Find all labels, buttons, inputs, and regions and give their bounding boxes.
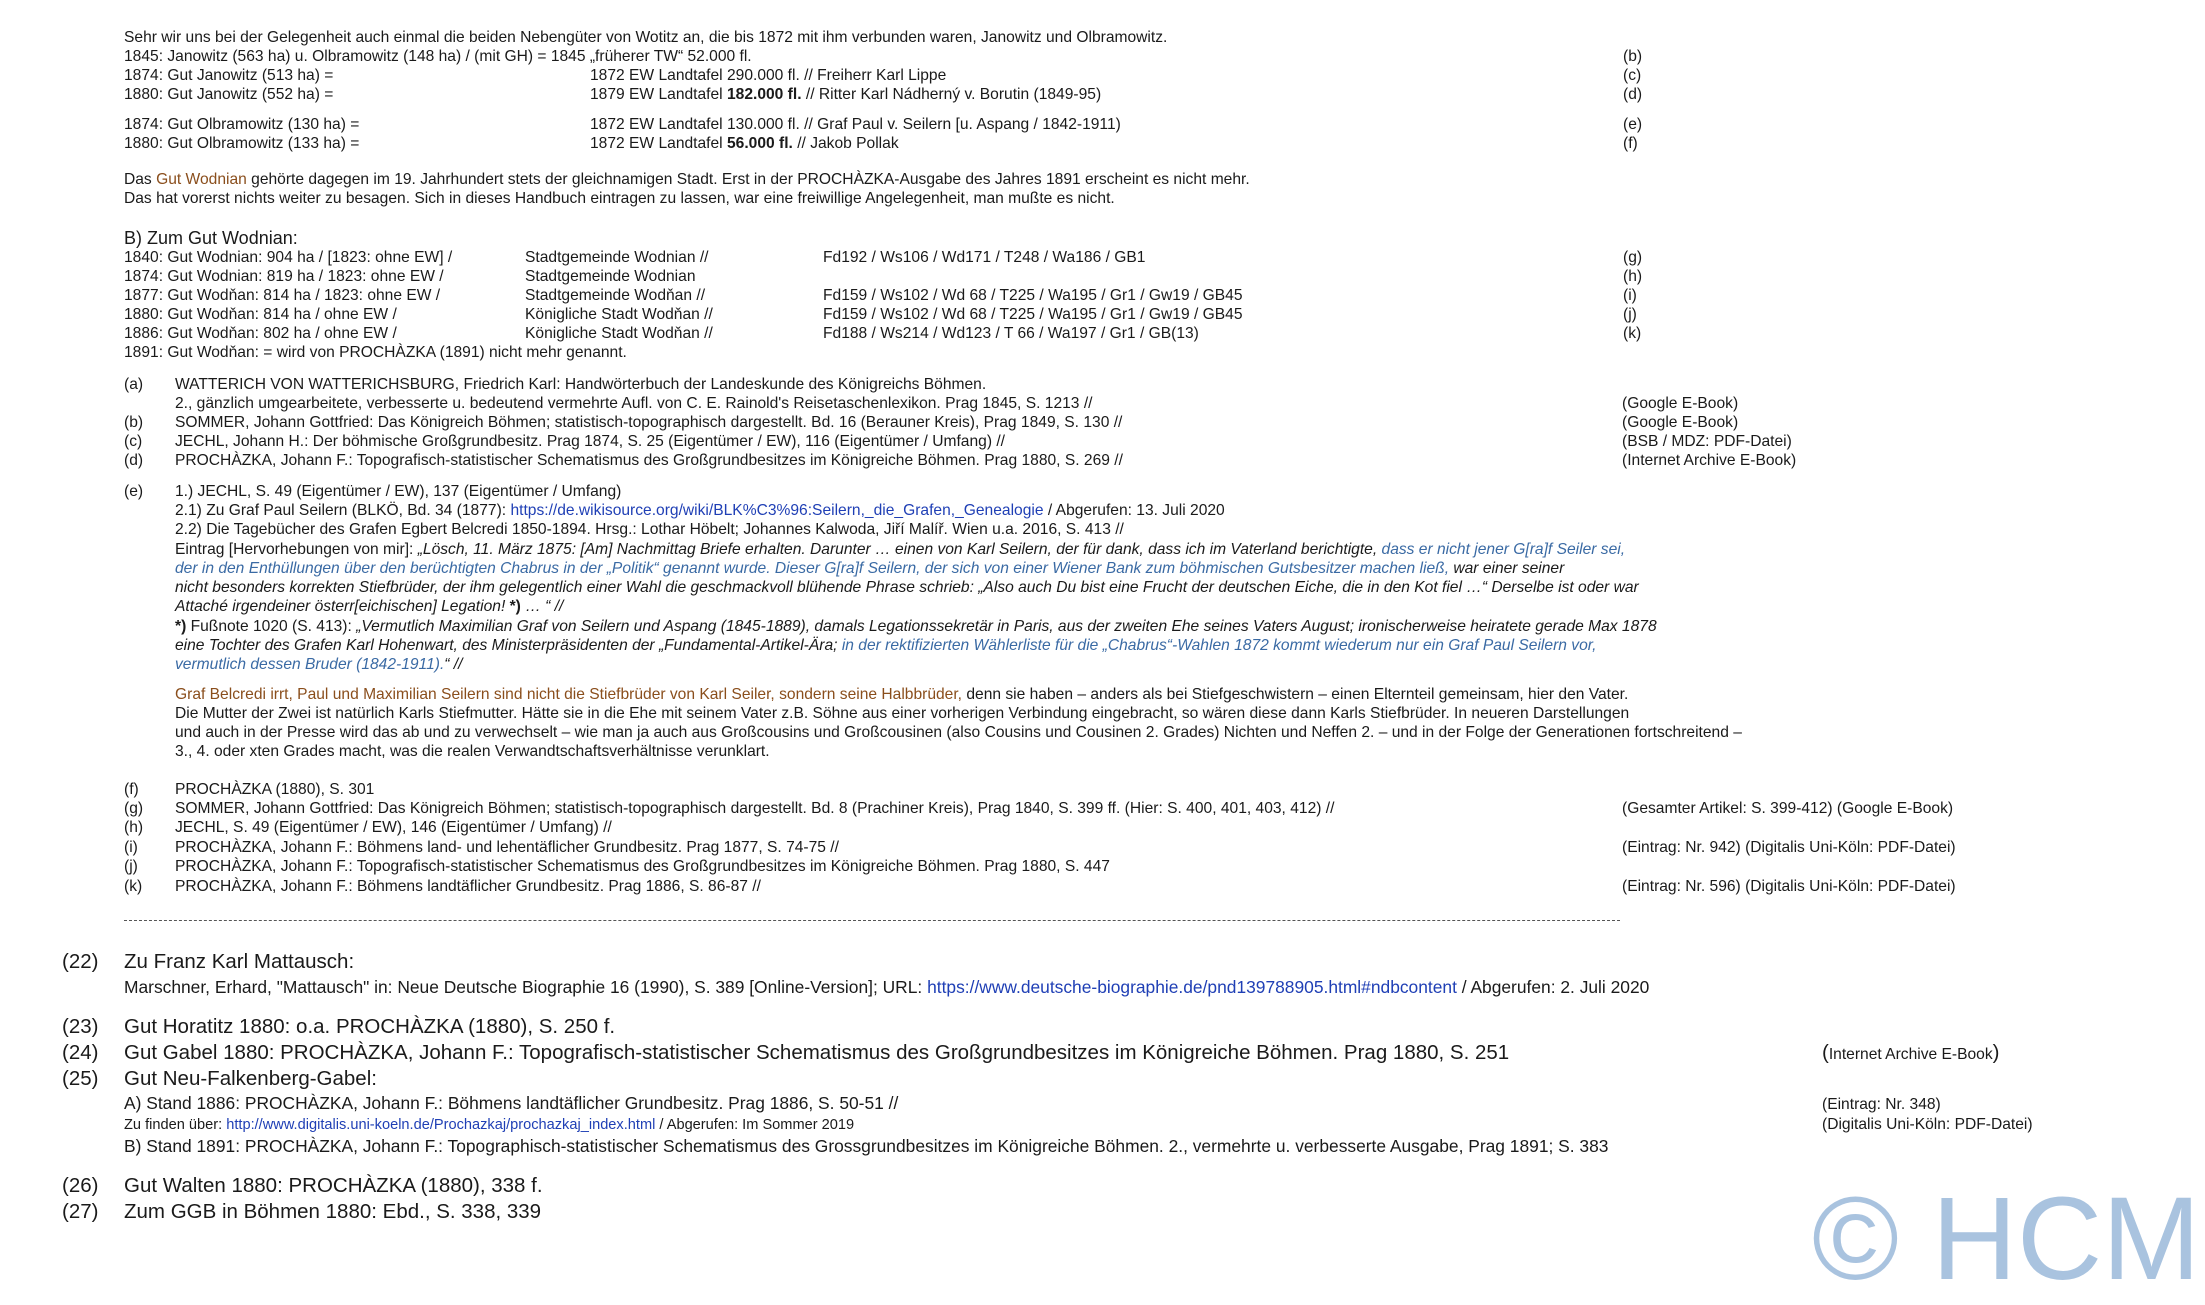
source-text: JECHL, S. 49 (Eigentümer / EW), 146 (Eigentümer / Umfang) //	[175, 819, 612, 836]
source-ref: (Google E-Book)	[1622, 395, 1739, 412]
wod-row-ref: (k)	[1623, 325, 1642, 342]
wod-row-a: 1891: Gut Wodňan: = wird von PROCHÀZKA (1891) nicht mehr genannt.	[124, 344, 627, 361]
source-text: JECHL, Johann H.: Der böhmische Großgrundbesitz. Prag 1874, S. 25 (Eigentümer / EW), 116 (Eigentümer / Umfang) //	[175, 433, 1006, 450]
footnote-ref: (Internet Archive E-Book)	[1822, 1041, 2000, 1064]
footnote-number: (25)	[62, 1067, 99, 1090]
jo-row-b: 1879 EW Landtafel 182.000 fl. // Ritter Karl Nádherný v. Borutin (1849-95)	[590, 86, 1102, 103]
footnote-number: (23)	[62, 1015, 99, 1038]
jo-row-b: 1872 EW Landtafel 290.000 fl. // Freiherr Karl Lippe	[590, 67, 947, 84]
jo-row-ref: (b)	[1623, 48, 1643, 65]
footnote-text: Gut Neu-Falkenberg-Gabel:	[124, 1067, 377, 1090]
wod-row-a: 1840: Gut Wodnian: 904 ha / [1823: ohne EW] /	[124, 249, 453, 266]
jo-row-ref: (f)	[1623, 135, 1638, 152]
note-e-line: der in den Enthüllungen über den berüchtigten Chabrus in der „Politik“ genannt wurde. Dieser G[ra]f Seilern, der sich von einer Wiener Bank zum böhmischen Gutsbesitzer machen ließ, war einer seiner	[175, 560, 1565, 577]
wod-row-c: Fd159 / Ws102 / Wd 68 / T225 / Wa195 / Gr1 / Gw19 / GB45	[823, 306, 1243, 323]
source-text: SOMMER, Johann Gottfried: Das Königreich Böhmen; statistisch-topographisch dargestellt. Bd. 8 (Prachiner Kreis), Prag 1840, S. 399 ff. (Hier: S. 400, 401, 403, 412) //	[175, 800, 1335, 817]
jo-row-ref: (e)	[1623, 116, 1643, 133]
note-e-line: Eintrag [Hervorhebungen von mir]: „Lösch, 11. März 1875: [Am] Nachmittag Briefe erhalten. Darunter … einen von Karl Seilern, der für dank, dass ich im Vaterland berichtigte, dass er nicht jener G[ra]f Seiler sei,	[175, 541, 1626, 558]
wod-row-c: Fd188 / Ws214 / Wd123 / T 66 / Wa197 / Gr1 / GB(13)	[823, 325, 1199, 342]
gut-wodnian-link[interactable]: Gut Wodnian	[156, 171, 247, 188]
source-ref: (Eintrag: Nr. 942) (Digitalis Uni-Köln: PDF-Datei)	[1622, 839, 1956, 856]
footnote-text: Zum GGB in Böhmen 1880: Ebd., S. 338, 339	[124, 1200, 542, 1223]
section-b-title: B) Zum Gut Wodnian:	[124, 228, 298, 248]
wod-row-a: 1880: Gut Wodňan: 814 ha / ohne EW /	[124, 306, 397, 323]
dashed-separator	[124, 920, 1620, 921]
footnote-number: (27)	[62, 1200, 99, 1223]
wod-row-b: Königliche Stadt Wodňan //	[525, 306, 713, 323]
note-e-line: nicht besonders korrekten Stiefbrüder, der ihm gelegentlich einer Wahl die geschmackvoll blühende Phrase schrieb: „Also auch Du bist eine Frucht der deutschen Eiche, die in den Kot fiel …“ Derselbe ist oder war	[175, 579, 1639, 596]
source-key: (b)	[124, 414, 144, 431]
wodnian-paragraph: Das Gut Wodnian gehörte dagegen im 19. Jahrhundert stets der gleichnamigen Stadt. Erst in der PROCHÀZKA-Ausgabe des Jahres 1891 erscheint es nicht mehr.	[124, 171, 1250, 188]
source-key: (k)	[124, 878, 143, 895]
wikisource-link[interactable]: https://de.wikisource.org/wiki/BLK%C3%96:Seilern,_die_Grafen,_Genealogie	[510, 502, 1044, 519]
wod-row-b: Stadtgemeinde Wodňan //	[525, 287, 706, 304]
source-key: (g)	[124, 800, 144, 817]
note-e-line: 2.1) Zu Graf Paul Seilern (BLKÖ, Bd. 34 (1877): https://de.wikisource.org/wiki/BLK%C3%96:Seilern,_die_Grafen,_Genealogie / Abgerufen: 13. Juli 2020	[175, 502, 1225, 519]
source-ref: (Eintrag: Nr. 596) (Digitalis Uni-Köln: PDF-Datei)	[1622, 878, 1956, 895]
jo-row-ref: (d)	[1623, 86, 1643, 103]
wod-row-a: 1886: Gut Wodňan: 802 ha / ohne EW /	[124, 325, 397, 342]
jo-row-a: 1880: Gut Janowitz (552 ha) =	[124, 86, 334, 103]
jo-row-a: 1845: Janowitz (563 ha) u. Olbramowitz (148 ha) / (mit GH) = 1845 „früherer TW“ 52.000 fl.	[124, 48, 752, 65]
wod-row-a: 1877: Gut Wodňan: 814 ha / 1823: ohne EW /	[124, 287, 441, 304]
source-text: PROCHÀZKA, Johann F.: Topografisch-statistischer Schematismus des Großgrundbesitzes im Königreiche Böhmen. Prag 1880, S. 447	[175, 858, 1110, 875]
source-key: (d)	[124, 452, 144, 469]
source-key: (c)	[124, 433, 143, 450]
source-key: (h)	[124, 819, 144, 836]
note-e-paragraph: 3., 4. oder xten Grades macht, was die realen Verwandtschaftsverhältnisse verunklart.	[175, 743, 770, 760]
source-key: (j)	[124, 858, 138, 875]
wod-row-b: Königliche Stadt Wodňan //	[525, 325, 713, 342]
jo-row-a: 1874: Gut Janowitz (513 ha) =	[124, 67, 334, 84]
footnote-number: (22)	[62, 950, 99, 973]
source-ref: (BSB / MDZ: PDF-Datei)	[1622, 433, 1792, 450]
source-text: 2., gänzlich umgearbeitete, verbesserte u. bedeutend vermehrte Aufl. von C. E. Rainold's Reisetaschenlexikon. Prag 1845, S. 1213 //	[175, 395, 1093, 412]
wod-row-c: Fd159 / Ws102 / Wd 68 / T225 / Wa195 / Gr1 / Gw19 / GB45	[823, 287, 1243, 304]
footnote-text: Gut Gabel 1880: PROCHÀZKA, Johann F.: Topografisch-statistischer Schematismus des Großgrundbesitzes im Königreiche Böhmen. Prag 1880, S. 251	[124, 1041, 1510, 1064]
source-ref: (Gesamter Artikel: S. 399-412) (Google E-Book)	[1622, 800, 1954, 817]
footnote-source: Marschner, Erhard, "Mattausch" in: Neue Deutsche Biographie 16 (1990), S. 389 [Online-Version]; URL: https://www.deutsche-biographie.de/pnd139788905.html#ndbcontent / Abgerufen: 2. Juli 2020	[124, 977, 1650, 997]
source-key: (a)	[124, 376, 144, 393]
footnote-sub-ref: (Digitalis Uni-Köln: PDF-Datei)	[1822, 1116, 2033, 1133]
wod-row-ref: (i)	[1623, 287, 1637, 304]
wod-row-ref: (h)	[1623, 268, 1643, 285]
note-e-line: 2.2) Die Tagebücher des Grafen Egbert Belcredi 1850-1894. Hrsg.: Lothar Höbelt; Johannes Kalwoda, Jiří Malíř. Wien u.a. 2016, S. 413 //	[175, 521, 1124, 538]
footnote-find: Zu finden über: http://www.digitalis.uni-koeln.de/Prochazkaj/prochazkaj_index.html / Abgerufen: Im Sommer 2019	[124, 1117, 855, 1133]
footnote-sub-ref: (Eintrag: Nr. 348)	[1822, 1096, 1941, 1113]
source-text: PROCHÀZKA (1880), S. 301	[175, 781, 375, 798]
copyright-watermark: © HCM	[1812, 1173, 2201, 1305]
footnote-number: (24)	[62, 1041, 99, 1064]
source-ref: (Internet Archive E-Book)	[1622, 452, 1797, 469]
wod-row-ref: (g)	[1623, 249, 1643, 266]
source-key: (f)	[124, 781, 139, 798]
note-e-key: (e)	[124, 483, 144, 500]
digitalis-link[interactable]: http://www.digitalis.uni-koeln.de/Prochazkaj/prochazkaj_index.html	[226, 1117, 656, 1133]
deutsche-biographie-link[interactable]: https://www.deutsche-biographie.de/pnd139788905.html#ndbcontent	[927, 977, 1457, 997]
wod-row-a: 1874: Gut Wodnian: 819 ha / 1823: ohne EW /	[124, 268, 444, 285]
wod-row-b: Stadtgemeinde Wodnian //	[525, 249, 709, 266]
wodnian-paragraph-line2: Das hat vorerst nichts weiter zu besagen. Sich in dieses Handbuch eintragen zu lassen, war eine freiwillige Angelegenheit, man mußte es nicht.	[124, 190, 1115, 207]
jo-row-b: 1872 EW Landtafel 56.000 fl. // Jakob Pollak	[590, 135, 899, 152]
source-text: PROCHÀZKA, Johann F.: Böhmens landtäflicher Grundbesitz. Prag 1886, S. 86-87 //	[175, 878, 761, 895]
source-text: PROCHÀZKA, Johann F.: Böhmens land- und lehentäflicher Grundbesitz. Prag 1877, S. 74-75 //	[175, 839, 839, 856]
note-e-paragraph: Graf Belcredi irrt, Paul und Maximilian Seilern sind nicht die Stiefbrüder von Karl Seiler, sondern seine Halbbrüder, denn sie haben – anders als bei Stiefgeschwistern – einen Elternteil gemeinsam, hier den Vater.	[175, 686, 1629, 703]
source-text: WATTERICH VON WATTERICHSBURG, Friedrich Karl: Handwörterbuch der Landeskunde des Königreichs Böhmen.	[175, 376, 987, 393]
wod-row-ref: (j)	[1623, 306, 1637, 323]
source-text: PROCHÀZKA, Johann F.: Topografisch-statistischer Schematismus des Großgrundbesitzes im Königreiche Böhmen. Prag 1880, S. 269 //	[175, 452, 1123, 469]
footnote-title: Zu Franz Karl Mattausch:	[124, 950, 355, 973]
jo-row-a: 1874: Gut Olbramowitz (130 ha) =	[124, 116, 360, 133]
intro-text: Sehr wir uns bei der Gelegenheit auch einmal die beiden Nebengüter von Wotitz an, die bis 1872 mit ihm verbunden waren, Janowitz und Olbramowitz.	[124, 29, 1168, 46]
jo-row-b: 1872 EW Landtafel 130.000 fl. // Graf Paul v. Seilern [u. Aspang / 1842-1911)	[590, 116, 1121, 133]
note-e-line: 1.) JECHL, S. 49 (Eigentümer / EW), 137 (Eigentümer / Umfang)	[175, 483, 622, 500]
wod-row-b: Stadtgemeinde Wodnian	[525, 268, 696, 285]
wod-row-c: Fd192 / Ws106 / Wd171 / T248 / Wa186 / GB1	[823, 249, 1146, 266]
note-e-line: *) Fußnote 1020 (S. 413): „Vermutlich Maximilian Graf von Seilern und Aspang (1845-1889), damals Legationssekretär in Paris, aus der zweiten Ehe seines Vaters August; ironischerweise heiratete gerade Max 1878	[175, 618, 1657, 635]
note-e-line: vermutlich dessen Bruder (1842-1911).“ //	[175, 656, 463, 673]
note-e-paragraph: und auch in der Presse wird das ab und zu verwechselt – wie man ja auch aus Großcousins und Großcousinen (also Cousins und Cousinen 2. Grades) Nichten und Neffen 2. – und in der Folge der Generationen fortschreitend –	[175, 724, 1742, 741]
jo-row-ref: (c)	[1623, 67, 1642, 84]
source-key: (i)	[124, 839, 138, 856]
footnote-text: Gut Walten 1880: PROCHÀZKA (1880), 338 f.	[124, 1174, 543, 1197]
note-e-line: eine Tochter des Grafen Karl Hohenwart, des Ministerpräsidenten der „Fundamental-Artikel-Ära; in der rektifizierten Wählerliste für die „Chabrus“-Wahlen 1872 kommt wiederum nur ein Graf Paul Seilern vor,	[175, 637, 1597, 654]
footnote-sub: B) Stand 1891: PROCHÀZKA, Johann F.: Topographisch-statistischer Schematismus des Grossgrundbesitzes im Königreiche Böhmen. 2., vermehrte u. verbesserte Ausgabe, Prag 1891; S. 383	[124, 1136, 1609, 1156]
note-e-paragraph: Die Mutter der Zwei ist natürlich Karls Stiefmutter. Hätte sie in die Ehe mit seinem Vater z.B. Söhne aus einer vorherigen Verbindung eingebracht, so wären diese dann Karls Stiefbrüder. In neueren Darstellungen	[175, 705, 1630, 722]
source-ref: (Google E-Book)	[1622, 414, 1739, 431]
note-e-line: Attaché irgendeiner österr[eichischen] Legation! *) … “ //	[175, 598, 564, 615]
footnote-text: Gut Horatitz 1880: o.a. PROCHÀZKA (1880), S. 250 f.	[124, 1015, 616, 1038]
footnote-sub: A) Stand 1886: PROCHÀZKA, Johann F.: Böhmens landtäflicher Grundbesitz. Prag 1886, S. 50-51 //	[124, 1093, 899, 1113]
source-text: SOMMER, Johann Gottfried: Das Königreich Böhmen; statistisch-topographisch dargestellt. Bd. 16 (Berauner Kreis), Prag 1849, S. 130 //	[175, 414, 1123, 431]
jo-row-a: 1880: Gut Olbramowitz (133 ha) =	[124, 135, 360, 152]
footnote-number: (26)	[62, 1174, 99, 1197]
